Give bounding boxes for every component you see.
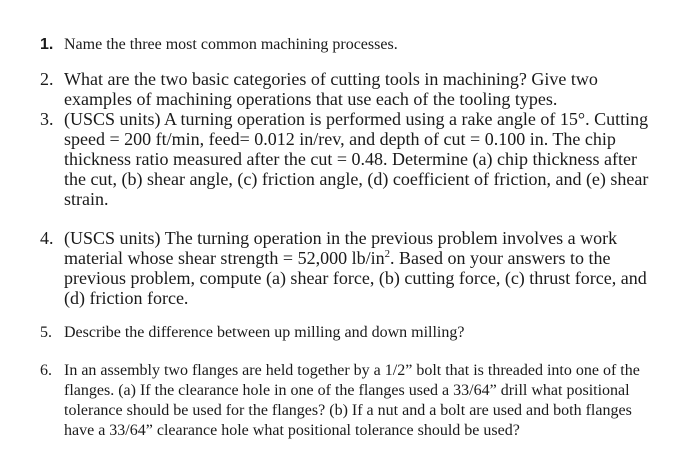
question-text <box>64 70 650 109</box>
question-number: 4. <box>40 228 54 248</box>
question-line-text: . Based on your answers to the <box>390 248 611 268</box>
question-line: speed = 200 ft/min, feed= 0.012 in/rev, and depth of cut = 0.100 in. The chip <box>64 129 616 149</box>
question-line: have a 33/64” clearance hole what positional tolerance should be used? <box>64 422 520 439</box>
question-number: 3. <box>40 109 54 129</box>
superscript: 2 <box>384 248 390 260</box>
question-number: 2. <box>40 69 54 89</box>
question-6 <box>40 361 650 441</box>
question-line: (USCS units) The turning operation in the previous problem involves a work <box>64 228 618 248</box>
question-number: 5. <box>40 324 52 341</box>
question-line: strain. <box>64 189 109 209</box>
question-line: previous problem, compute (a) shear force, (b) cutting force, (c) thrust force, and <box>64 268 647 288</box>
question-line: (USCS units) A turning operation is performed using a rake angle of 15°. Cutting <box>64 109 649 129</box>
question-text <box>64 361 650 441</box>
question-line: Name the three most common machining processes. <box>64 36 398 53</box>
question-text <box>64 228 650 308</box>
question-line <box>64 248 650 268</box>
question-2 <box>40 70 650 109</box>
question-number: 1. <box>40 36 54 53</box>
question-text <box>64 109 650 209</box>
question-5 <box>40 323 650 343</box>
question-line: examples of machining operations that use each of the tooling types. <box>64 88 558 109</box>
question-line: In an assembly two flanges are held together by a 1/2” bolt that is threaded into one of the <box>64 362 640 379</box>
question-3 <box>40 109 650 209</box>
question-text <box>64 35 650 55</box>
question-4 <box>40 228 650 308</box>
question-1 <box>40 35 650 55</box>
question-line: What are the two basic categories of cutting tools in machining? Give two <box>64 69 598 89</box>
question-line: thickness ratio measured after the cut = 0.48. Determine (a) chip thickness after <box>64 149 637 169</box>
question-line: the cut, (b) shear angle, (c) friction angle, (d) coefficient of friction, and (e) shear <box>64 169 649 189</box>
question-line: (d) friction force. <box>64 288 189 308</box>
question-line-text: material whose shear strength = 52,000 lb/in <box>64 248 385 268</box>
question-line: tolerance should be used for the flanges? (b) If a nut and a bolt are used and both flanges <box>64 402 632 419</box>
question-number: 6. <box>40 362 52 379</box>
question-text <box>64 323 650 343</box>
question-line: Describe the difference between up milling and down milling? <box>64 324 465 341</box>
question-line: flanges. (a) If the clearance hole in one of the flanges used a 33/64” drill what positional <box>64 382 630 399</box>
